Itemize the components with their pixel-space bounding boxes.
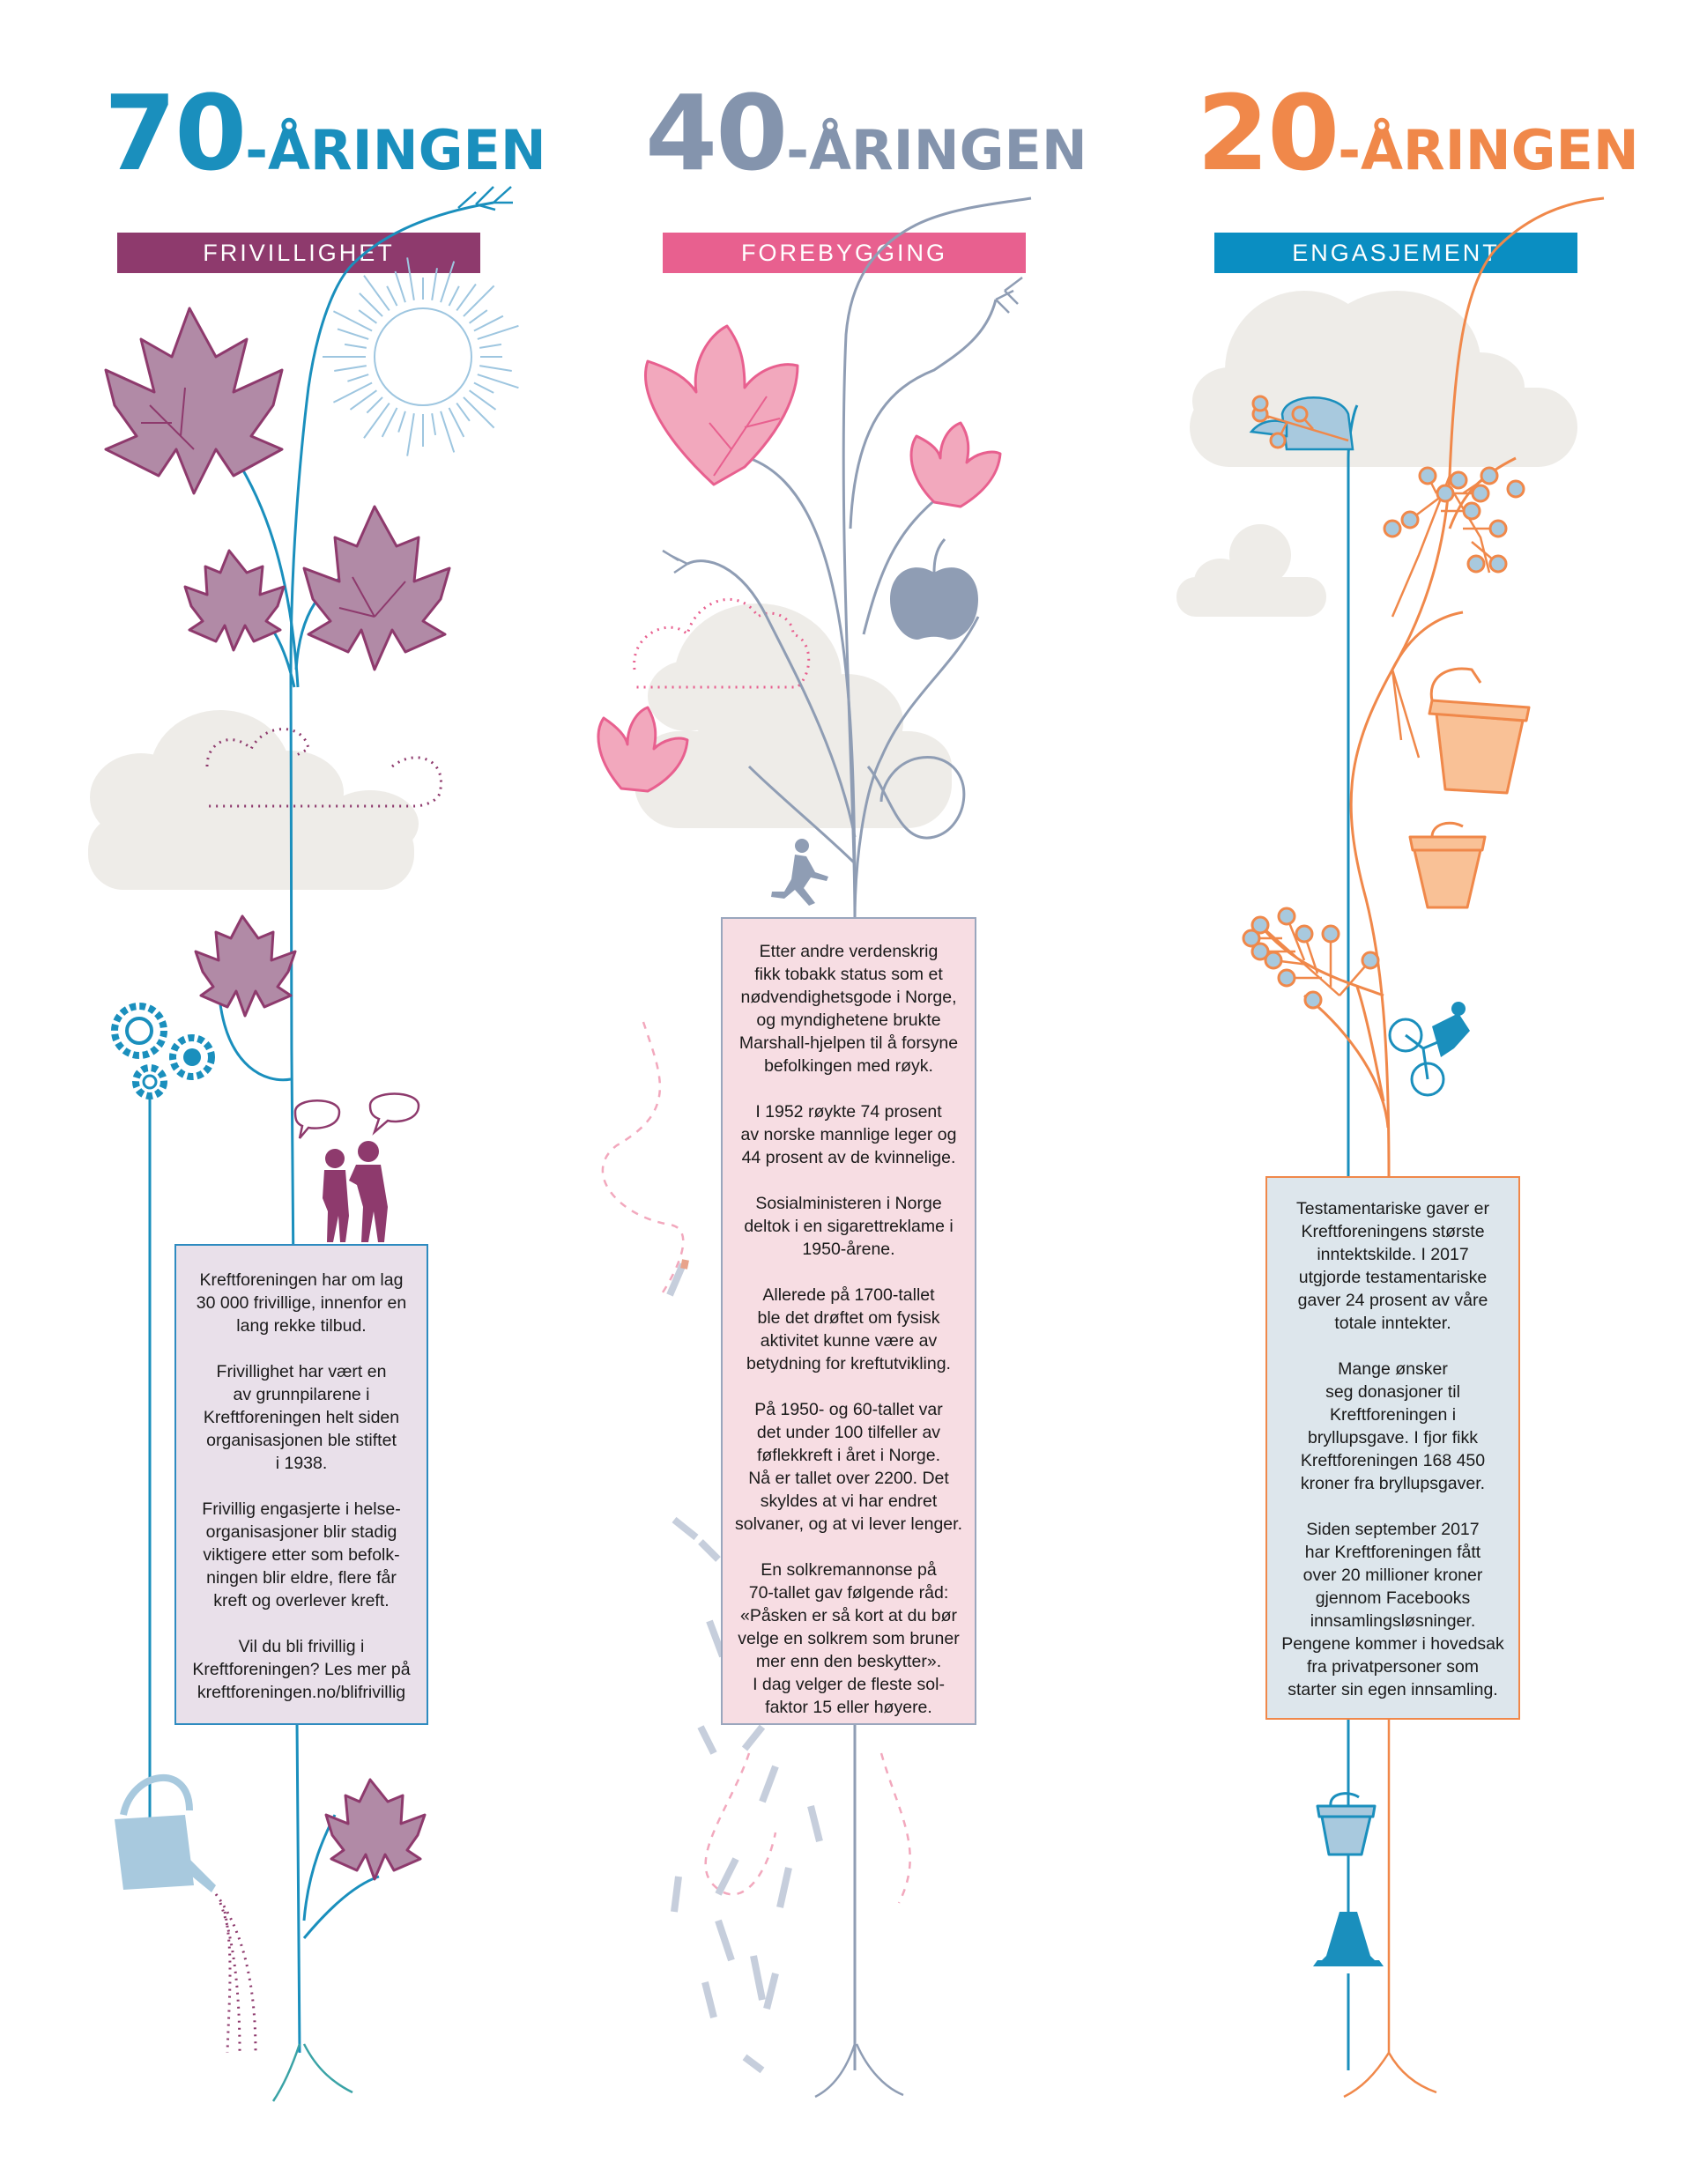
cup-icon: [1410, 669, 1529, 907]
title-suffix: -ÅRINGEN: [1338, 118, 1639, 182]
runner-icon: [771, 839, 828, 906]
mop-icon: [1313, 1868, 1384, 1966]
paragraph: Frivillig engasjerte i helse- organisasjoner blir stadig viktigere etter som befolk- ningen blir eldre, flere får kreft og overlever kreft.: [202, 1499, 401, 1610]
cloud-icon: [1176, 291, 1577, 617]
column-20: [1128, 0, 1692, 2184]
banner-forebygging: FOREBYGGING: [663, 233, 1026, 273]
apple-icon: [890, 539, 978, 640]
column-40: [564, 0, 1128, 2184]
paragraph: Kreftforeningen har om lag 30 000 frivillige, innenfor en lang rekke tilbud.: [196, 1270, 407, 1336]
paragraph: Mange ønsker seg donasjoner til Kreftforeningen i bryllupsgave. I fjor fikk Kreftforeningen 168 450 kroner fra bryllupsgaver.: [1300, 1359, 1486, 1493]
paragraph: Sosialministeren i Norge deltok i en sigarettreklame i 1950-årene.: [744, 1194, 954, 1259]
title-suffix: -ÅRINGEN: [245, 118, 546, 182]
title-number: 40: [645, 72, 787, 194]
title-number: 20: [1197, 72, 1339, 194]
column-70: [0, 0, 564, 2184]
title-number: 70: [104, 72, 246, 194]
paragraph: På 1950- og 60-tallet var det under 100 tilfeller av føflekkreft i året i Norge. Nå er tallet over 2200. Det skyldes at vi har endret solvaner, og at vi lever lenger.: [735, 1400, 962, 1534]
illustration-20: [1128, 0, 1692, 2184]
infobox-40: [721, 917, 976, 1725]
title-suffix: -ÅRINGEN: [786, 118, 1087, 182]
banner-engasjement: ENGASJEMENT: [1214, 233, 1577, 273]
watering-can-icon: [115, 1778, 216, 1892]
people-talking-icon: [323, 1141, 388, 1242]
speech-bubble-icon: [295, 1094, 419, 1139]
paragraph: I 1952 røykte 74 prosent av norske mannlige leger og 44 prosent av de kvinnelige.: [740, 1102, 957, 1167]
paragraph: Siden september 2017 har Kreftforeningen fått over 20 millioner kroner gjennom Facebooks innsamlingsløsninger. Pengene kommer i hovedsak fra privatpersoner som starter sin egen innsamling.: [1281, 1520, 1504, 1699]
infobox-20: [1265, 1176, 1520, 1720]
paragraph: Testamentariske gaver er Kreftforeningens største inntektskilde. I 2017 utgjorde testamentariske gaver 24 prosent av våre totale inntekter.: [1296, 1199, 1489, 1333]
illustration-70: [0, 0, 564, 2184]
paragraph: Allerede på 1700-tallet ble det drøftet om fysisk aktivitet kunne være av betydning for kreftutvikling.: [746, 1285, 951, 1373]
paragraph: Vil du bli frivillig i Kreftforeningen? Les mer på kreftforeningen.no/blifrivillig: [192, 1637, 411, 1702]
cloud-icon: [88, 710, 419, 890]
paragraph: Frivillighet har vært en av grunnpilarene i Kreftforeningen helt siden organisasjonen ble stiftet i 1938.: [203, 1362, 400, 1473]
infobox-70: [174, 1244, 428, 1725]
paragraph: En solkremannonse på 70-tallet gav følgende råd: «Påsken er så kort at du bør velge en solkrem som bruner mer enn den beskytter». I dag velger de fleste sol- faktor 15 eller høyere.: [738, 1560, 960, 1717]
paragraph: Etter andre verdenskrig fikk tobakk status som et nødvendighetsgode i Norge, og myndighetene brukte Marshall-hjelpen til å forsyne befolkingen med røyk.: [738, 942, 959, 1076]
banner-frivillighet: FRIVILLIGHET: [117, 233, 480, 273]
sun-icon: [323, 257, 518, 455]
